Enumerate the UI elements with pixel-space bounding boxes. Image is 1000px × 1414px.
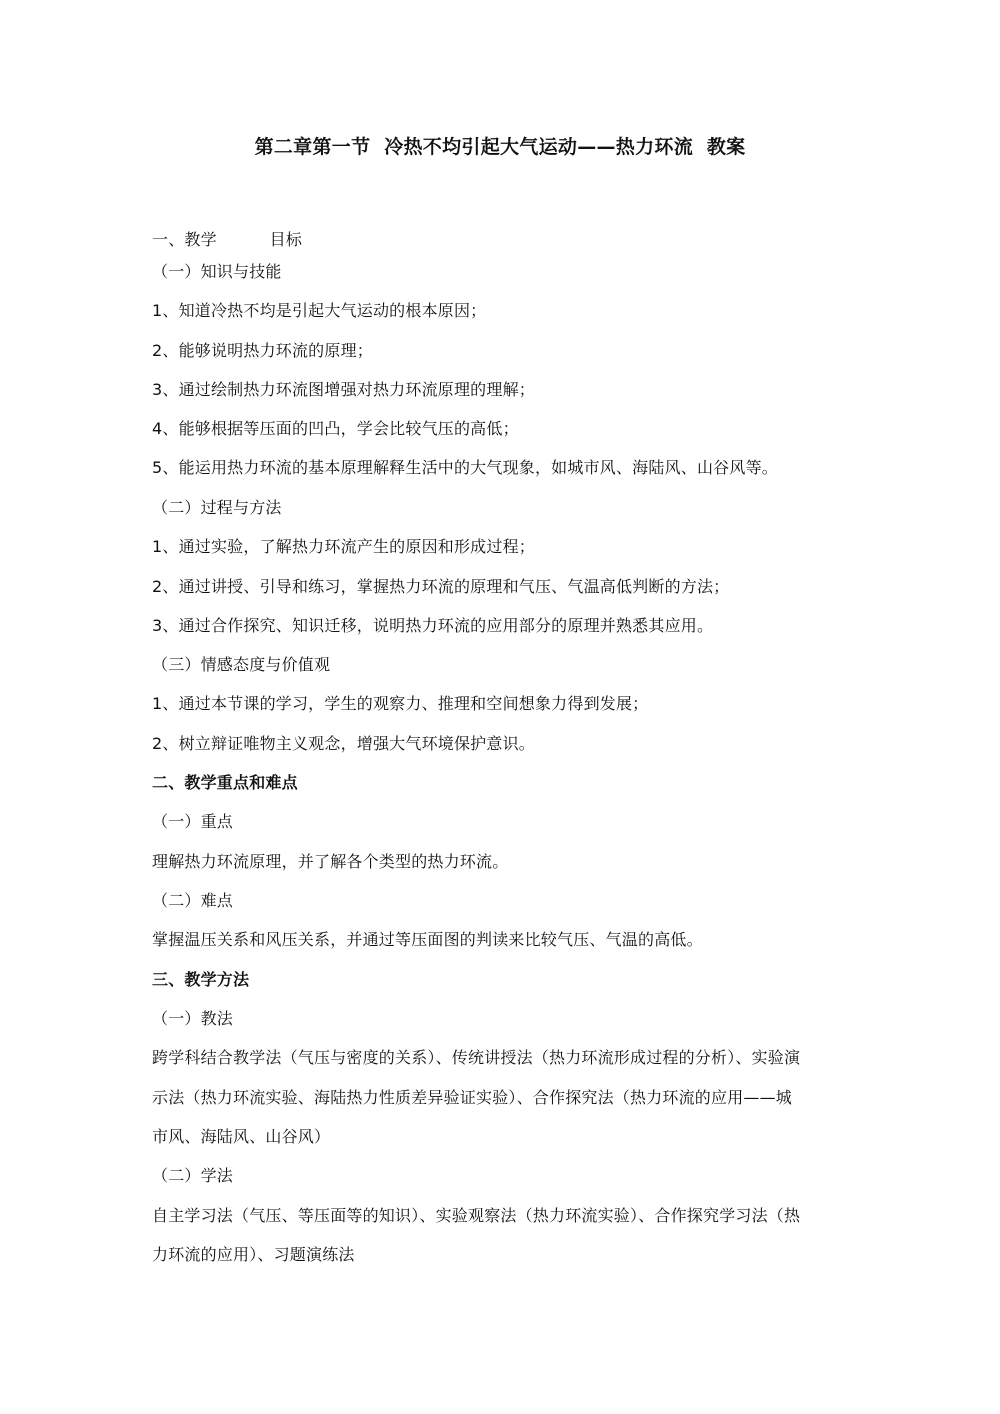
paragraph-line: 跨学科结合教学法（气压与密度的关系）、传统讲授法（热力环流形成过程的分析）、实验演 (152, 1048, 801, 1067)
subsection-heading-learning-method: （二）学法 (152, 1166, 234, 1185)
document-title: 第二章第一节 冷热不均引起大气运动——热力环流 教案 (254, 136, 746, 158)
list-item: 5、能运用热力环流的基本原理解释生活中的大气现象，如城市风、海陆风、山谷风等。 (152, 458, 778, 477)
paragraph-line: 力环流的应用）、习题演练法 (152, 1245, 355, 1264)
subsection-heading-knowledge-skills: （一）知识与技能 (152, 262, 282, 281)
section-heading-teaching-methods: 三、教学方法 (152, 970, 250, 989)
list-item: 4、能够根据等压面的凹凸，学会比较气压的高低； (152, 419, 519, 438)
list-item: 2、树立辩证唯物主义观念，增强大气环境保护意识。 (152, 734, 535, 753)
subsection-heading-key-point: （一）重点 (152, 812, 234, 831)
list-item: 1、通过本节课的学习，学生的观察力、推理和空间想象力得到发展； (152, 694, 649, 713)
subsection-heading-teaching-method: （一）教法 (152, 1009, 234, 1028)
paragraph-difficulty: 掌握温压关系和风压关系，并通过等压面图的判读来比较气压、气温的高低。 (152, 930, 703, 949)
section-heading-objectives: 一、教学 目标 (152, 230, 303, 249)
paragraph-line: 示法（热力环流实验、海陆热力性质差异验证实验）、合作探究法（热力环流的应用——城 (152, 1088, 793, 1107)
paragraph-line: 市风、海陆风、山谷风） (152, 1127, 331, 1146)
subsection-heading-attitudes-values: （三）情感态度与价值观 (152, 655, 331, 674)
list-item: 2、能够说明热力环流的原理； (152, 341, 373, 360)
list-item: 1、知道冷热不均是引起大气运动的根本原因； (152, 301, 487, 320)
subsection-heading-process-methods: （二）过程与方法 (152, 498, 282, 517)
list-item: 3、通过合作探究、知识迁移，说明热力环流的应用部分的原理并熟悉其应用。 (152, 616, 714, 635)
paragraph-line: 自主学习法（气压、等压面等的知识）、实验观察法（热力环流实验）、合作探究学习法（热 (152, 1206, 801, 1225)
list-item: 2、通过讲授、引导和练习，掌握热力环流的原理和气压、气温高低判断的方法； (152, 577, 730, 596)
section-heading-key-points: 二、教学重点和难点 (152, 773, 298, 792)
paragraph-key-point: 理解热力环流原理，并了解各个类型的热力环流。 (152, 852, 509, 871)
list-item: 3、通过绘制热力环流图增强对热力环流原理的理解； (152, 380, 535, 399)
subsection-heading-difficulty: （二）难点 (152, 891, 234, 910)
list-item: 1、通过实验，了解热力环流产生的原因和形成过程； (152, 537, 535, 556)
